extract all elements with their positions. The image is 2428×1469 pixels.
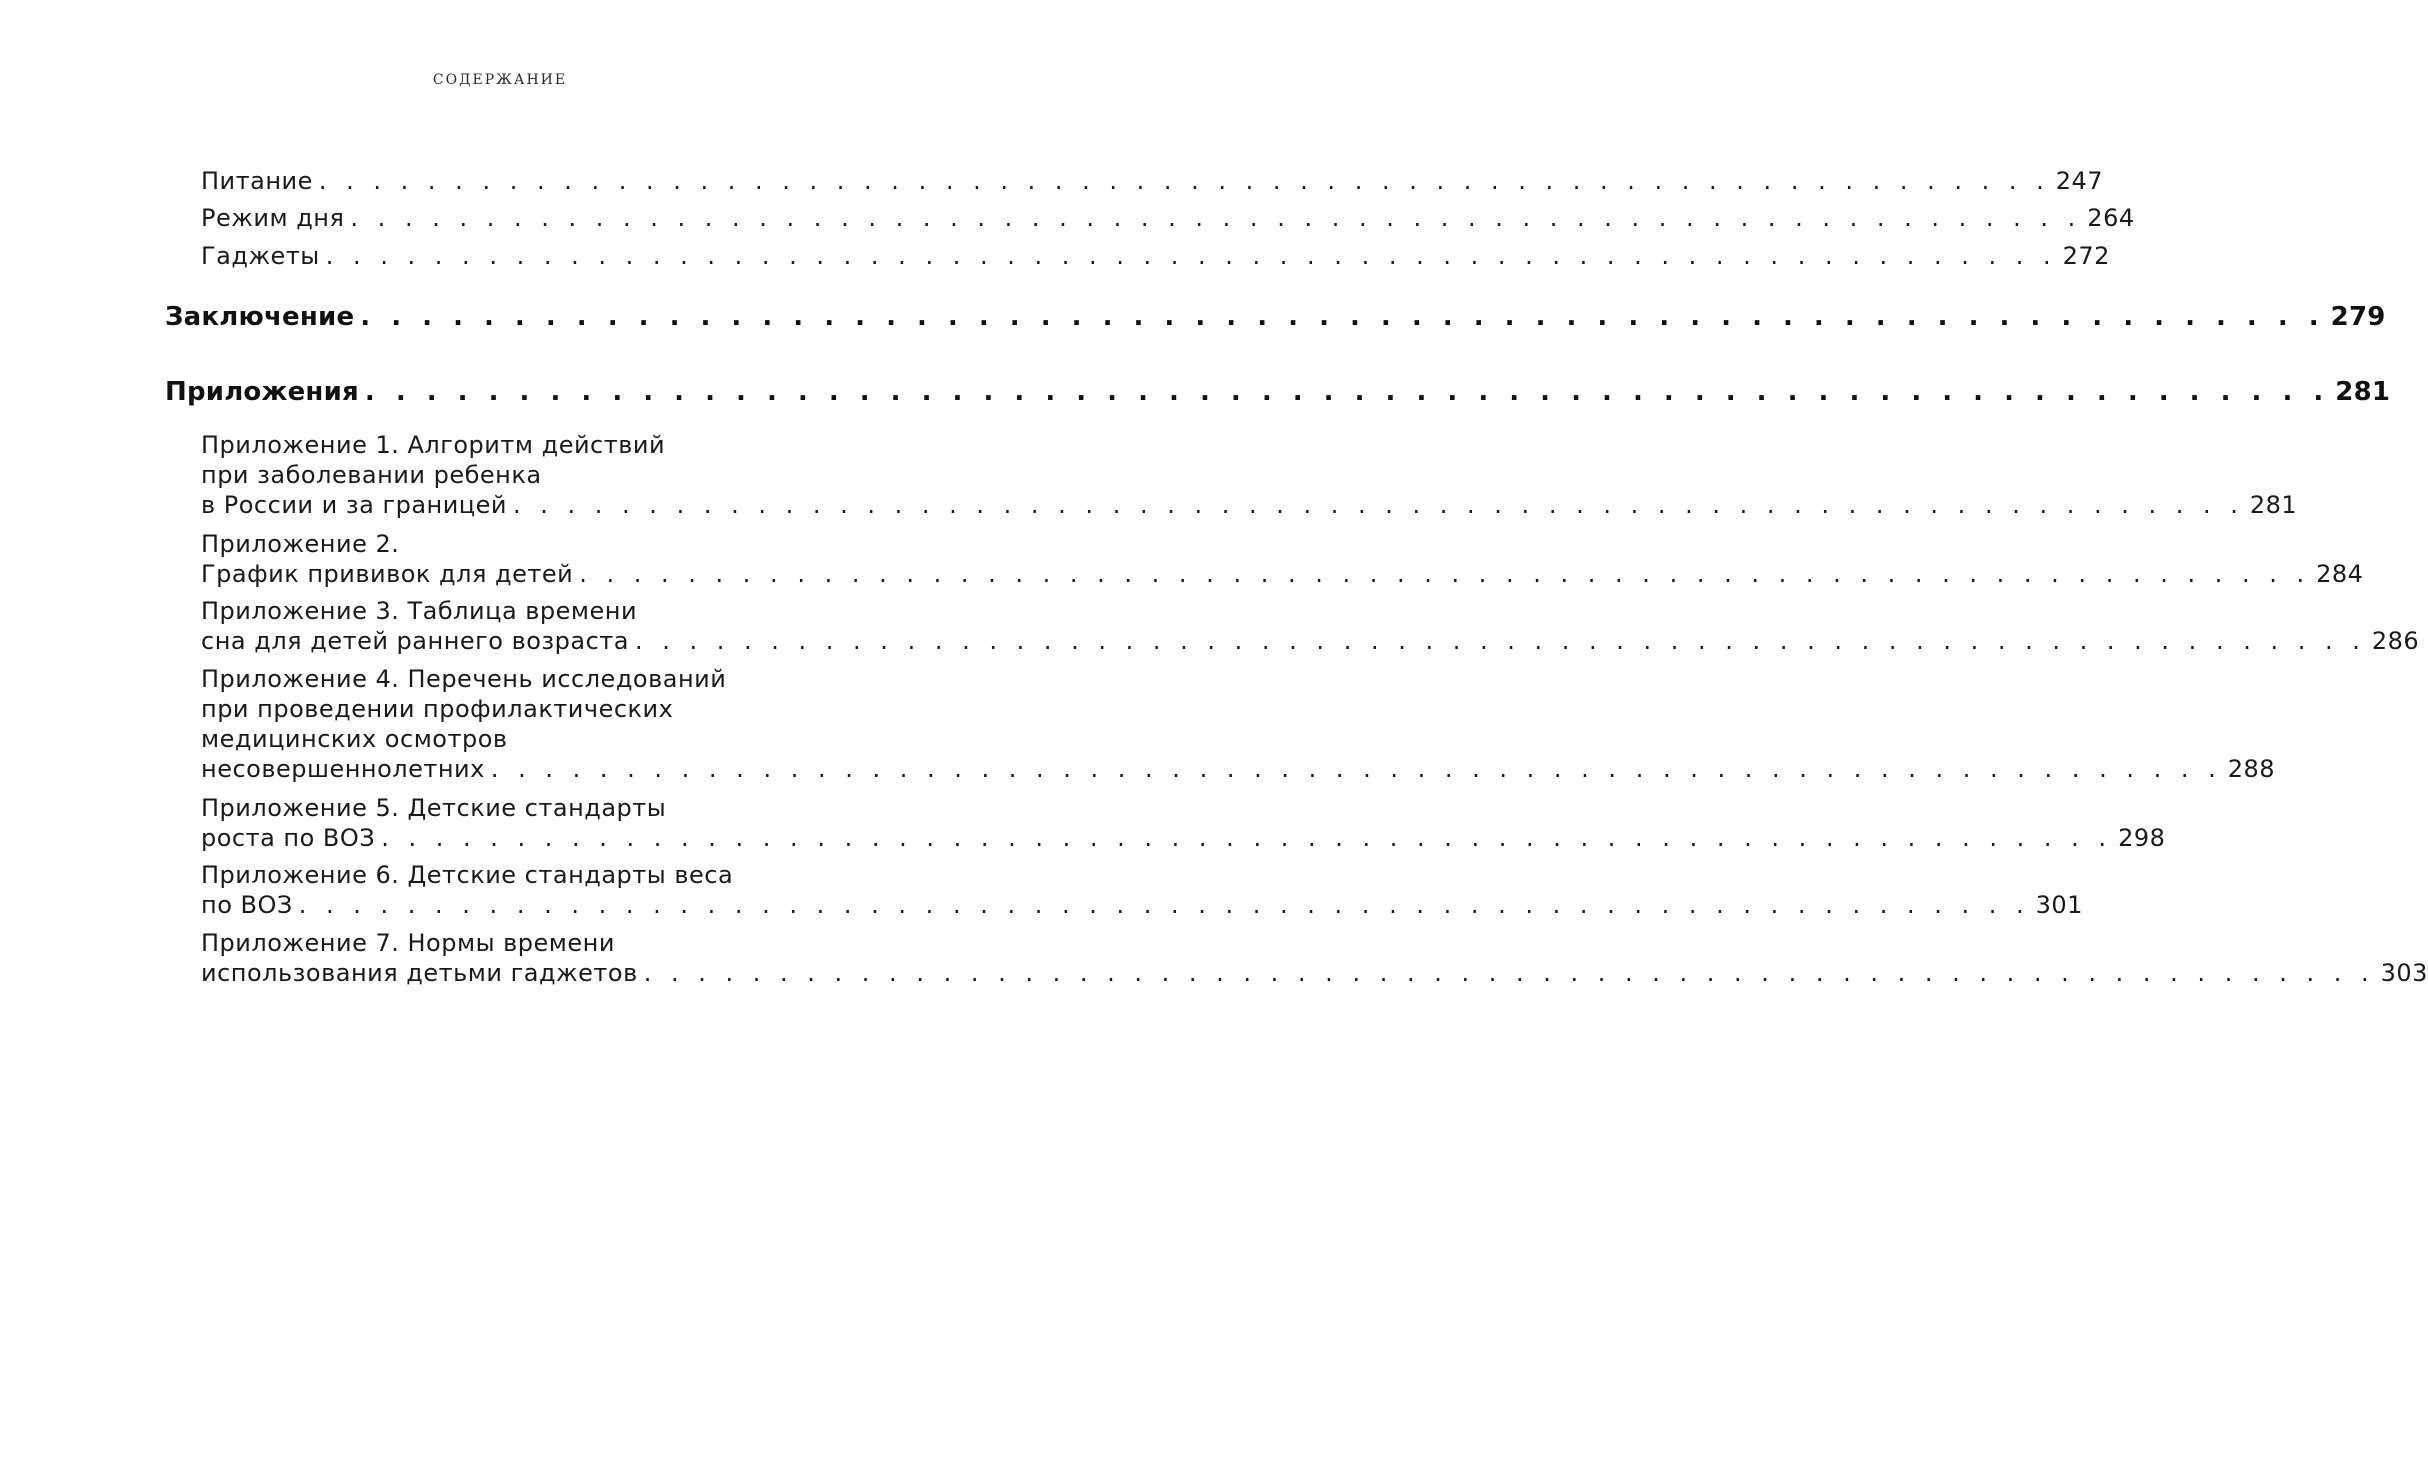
toc-entry-nutrition[interactable] [201,166,2104,196]
dot-leader: . . . . . . . . . . . . . . . . . . . . . . . . . . . . . . . . . . . . . . . . . . . . . . . . . . . . . . . . . . . . . . . . [490,755,2222,783]
toc-entry-title: несовершеннолетних [201,755,485,783]
toc-entry-title: Приложения [165,377,359,407]
page-number: 279 [2330,302,2386,332]
page-number: 301 [2035,891,2083,919]
page-number: 286 [2371,627,2420,655]
toc-entry-line: при проведении профилактических [201,695,674,723]
toc-entry-line: медицинских осмотров [201,725,508,753]
dot-leader: . . . . . . . . . . . . . . . . . . . . . . . . . . . . . . . . . . . . . . . . . . . . . . . . . . . . . . . . . . . . . . . . [634,627,2366,655]
page-number: 281 [2335,377,2391,407]
toc-entry-line: Приложение 6. Детские стандарты веса [201,861,734,889]
toc-entry-line: Приложение 1. Алгоритм действий [201,431,666,459]
toc-entry-appendix-3[interactable] [201,596,2420,656]
page-number: 264 [2087,204,2135,232]
toc-entry-appendix-5[interactable] [201,793,2166,853]
toc-entry-title: по ВОЗ [201,891,293,919]
toc-entry-appendix-4[interactable] [201,664,2276,784]
toc-entry-title: Режим дня [201,204,345,232]
toc-entry-appendix-6[interactable] [201,860,2083,920]
toc-entry-line: Приложение 2. [201,530,400,558]
dot-leader: . . . . . . . . . . . . . . . . . . . . . . . . . . . . . . . . . . . . . . . . . . . . . . . . . . . . . . . . . . . . . . . . [381,824,2113,852]
dot-leader: . . . . . . . . . . . . . . . . . . . . . . . . . . . . . . . . . . . . . . . . . . . . . . . . . . . . . . . . . . . . . . . . [318,167,2050,195]
dot-leader: . . . . . . . . . . . . . . . . . . . . . . . . . . . . . . . . . . . . . . . . . . . . . . . . . . . . . . . . . . . . . . . . [643,959,2375,987]
toc-entry-title: Гаджеты [201,242,320,270]
toc-entry-title: в России и за границей [201,491,508,519]
dot-leader: . . . . . . . . . . . . . . . . . . . . . . . . . . . . . . . . . . . . . . . . . . . . . . . . . . . . . . . . . . . . . . . . [325,242,2057,270]
dot-leader: . . . . . . . . . . . . . . . . . . . . . . . . . . . . . . . . . . . . . . . . . . . . . . . . . . . . . . . . . . . . . . . . [364,377,2330,407]
page-number: 288 [2227,755,2276,783]
toc-entry-line: Приложение 5. Детские стандарты [201,794,667,822]
toc-entry-title: Заключение [165,302,355,332]
dot-leader: . . . . . . . . . . . . . . . . . . . . . . . . . . . . . . . . . . . . . . . . . . . . . . . . . . . . . . . . . . . . . . . . [579,560,2311,588]
page-number: 303 [2380,959,2428,987]
toc-entry-appendix-7[interactable] [201,928,2428,988]
toc-entry-title: График прививок для детей [201,560,574,588]
toc-entry-appendices[interactable] [165,377,2391,407]
dot-leader: . . . . . . . . . . . . . . . . . . . . . . . . . . . . . . . . . . . . . . . . . . . . . . . . . . . . . . . . . . . . . . . . [513,491,2244,519]
dot-leader: . . . . . . . . . . . . . . . . . . . . . . . . . . . . . . . . . . . . . . . . . . . . . . . . . . . . . . . . . . . . . . . . [298,891,2030,919]
toc-entry-title: роста по ВОЗ [201,824,376,852]
toc-entry-appendix-1[interactable] [201,430,2298,520]
toc-entry-line: Приложение 3. Таблица времени [201,597,638,625]
toc-entry-title: использования детьми гаджетов [201,959,638,987]
page-number: 247 [2055,167,2104,195]
toc-entry-daily-routine[interactable] [201,203,2135,233]
page-number: 298 [2118,824,2166,852]
toc-entry-appendix-2[interactable] [201,529,2364,589]
toc-entry-title: Питание [201,167,313,195]
dot-leader: . . . . . . . . . . . . . . . . . . . . . . . . . . . . . . . . . . . . . . . . . . . . . . . . . . . . . . . . . . . . . . . . [360,302,2325,332]
toc-entry-conclusion[interactable] [165,302,2386,332]
toc-entry-line: при заболевании ребенка [201,461,542,489]
page-number: 272 [2062,242,2110,270]
toc-entry-gadgets[interactable] [201,241,2110,271]
toc-entry-line: Приложение 4. Перечень исследований [201,665,727,693]
dot-leader: . . . . . . . . . . . . . . . . . . . . . . . . . . . . . . . . . . . . . . . . . . . . . . . . . . . . . . . . . . . . . . . . [350,204,2082,232]
toc-entry-line: Приложение 7. Нормы времени [201,929,615,957]
page-number: 281 [2249,491,2298,519]
running-head: СОДЕРЖАНИЕ [432,72,568,88]
page-number: 284 [2316,560,2364,588]
toc-entry-title: сна для детей раннего возраста [201,627,629,655]
